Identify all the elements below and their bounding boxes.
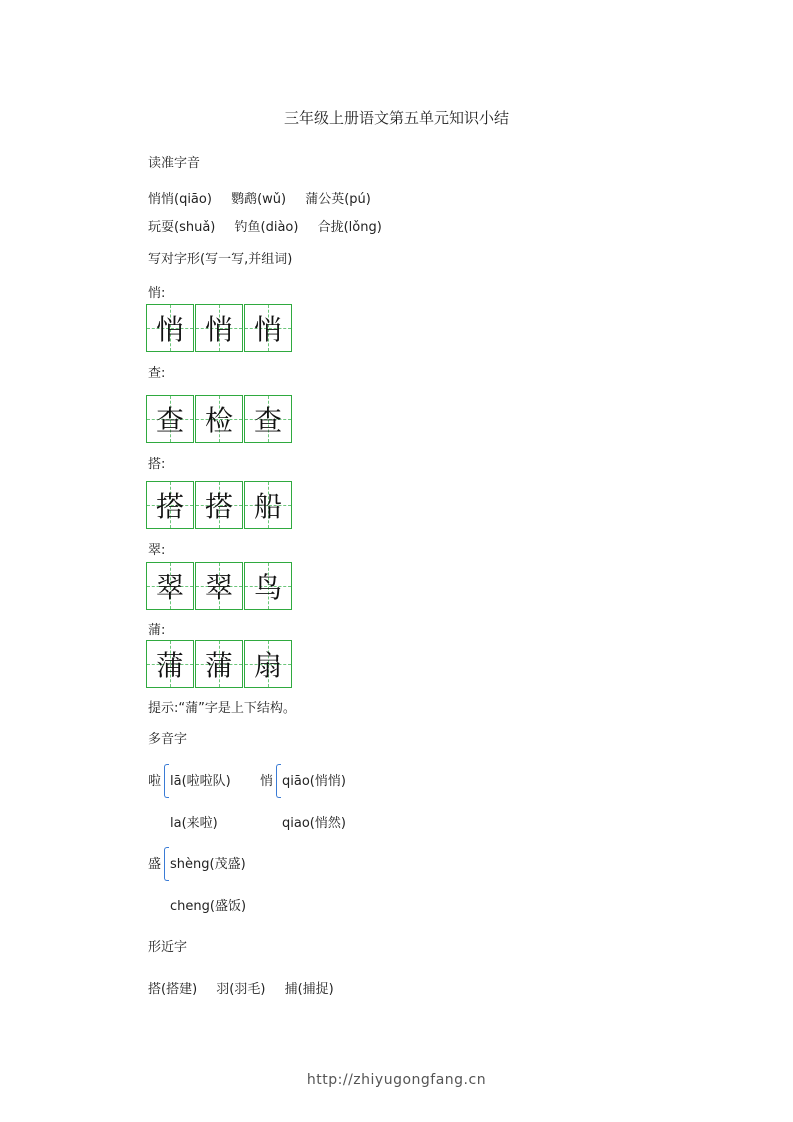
writing-cell: 蒲	[146, 640, 194, 688]
section-write-heading: 写对字形(写一写,并组词)	[148, 252, 293, 267]
similar-chars-row	[148, 978, 349, 997]
footer-url[interactable]: http://zhiyugongfang.cn	[306, 1072, 487, 1088]
section-read-heading: 读准字音	[148, 156, 201, 171]
writing-label: 蒲:	[148, 623, 166, 638]
writing-grid-row	[146, 640, 292, 688]
writing-cell: 悄	[146, 304, 194, 352]
similar-char-item: 捕(捕捉)	[284, 982, 334, 997]
pronunciation-item: 蒲公英(pú)	[305, 192, 371, 207]
writing-cell: 翠	[195, 562, 243, 610]
pronunciation-item: 悄悄(qiāo)	[148, 192, 212, 207]
pronunciation-row-2	[148, 216, 397, 235]
polyphone-reading: shèng(茂盛)	[170, 857, 246, 872]
writing-label: 翠:	[148, 543, 166, 558]
polyphone-reading: qiāo(悄悄)	[282, 774, 346, 789]
writing-cell: 查	[146, 395, 194, 443]
writing-grid-row	[146, 395, 292, 443]
writing-cell: 翠	[146, 562, 194, 610]
writing-label: 悄:	[148, 286, 166, 301]
tip-text: 提示:“蒲”字是上下结构。	[148, 701, 296, 716]
brace-mark	[164, 764, 169, 798]
polyphone-reading: la(来啦)	[170, 816, 218, 831]
writing-grid-row	[146, 304, 292, 352]
polyphone-char: 啦	[148, 774, 162, 789]
polyphone-reading: cheng(盛饭)	[170, 899, 247, 914]
page-title: 三年级上册语文第五单元知识小结	[283, 109, 509, 127]
section-polyphone-heading: 多音字	[148, 732, 188, 747]
section-similar-heading: 形近字	[148, 940, 188, 955]
writing-cell: 鸟	[244, 562, 292, 610]
pronunciation-item: 鹦鹉(wǔ)	[231, 192, 287, 207]
similar-char-item: 羽(羽毛)	[216, 982, 266, 997]
writing-cell: 船	[244, 481, 292, 529]
similar-char-item: 搭(搭建)	[148, 982, 198, 997]
brace-mark	[276, 764, 281, 798]
polyphone-char: 悄	[260, 774, 274, 789]
writing-grid-row	[146, 562, 292, 610]
writing-cell: 搭	[195, 481, 243, 529]
writing-label: 查:	[148, 366, 166, 381]
pronunciation-item: 合拢(lǒng)	[317, 220, 382, 235]
writing-grid-row	[146, 481, 292, 529]
writing-cell: 检	[195, 395, 243, 443]
polyphone-reading: lā(啦啦队)	[170, 774, 231, 789]
writing-cell: 蒲	[195, 640, 243, 688]
writing-cell: 搭	[146, 481, 194, 529]
brace-mark	[164, 847, 169, 881]
pronunciation-item: 玩耍(shuǎ)	[148, 220, 216, 235]
polyphone-reading: qiao(悄然)	[282, 816, 346, 831]
pronunciation-item: 钓鱼(diào)	[234, 220, 299, 235]
writing-cell: 悄	[244, 304, 292, 352]
polyphone-char: 盛	[148, 857, 162, 872]
writing-cell: 扇	[244, 640, 292, 688]
pronunciation-row-1	[148, 188, 386, 207]
writing-cell: 查	[244, 395, 292, 443]
writing-cell: 悄	[195, 304, 243, 352]
writing-label: 搭:	[148, 457, 166, 472]
